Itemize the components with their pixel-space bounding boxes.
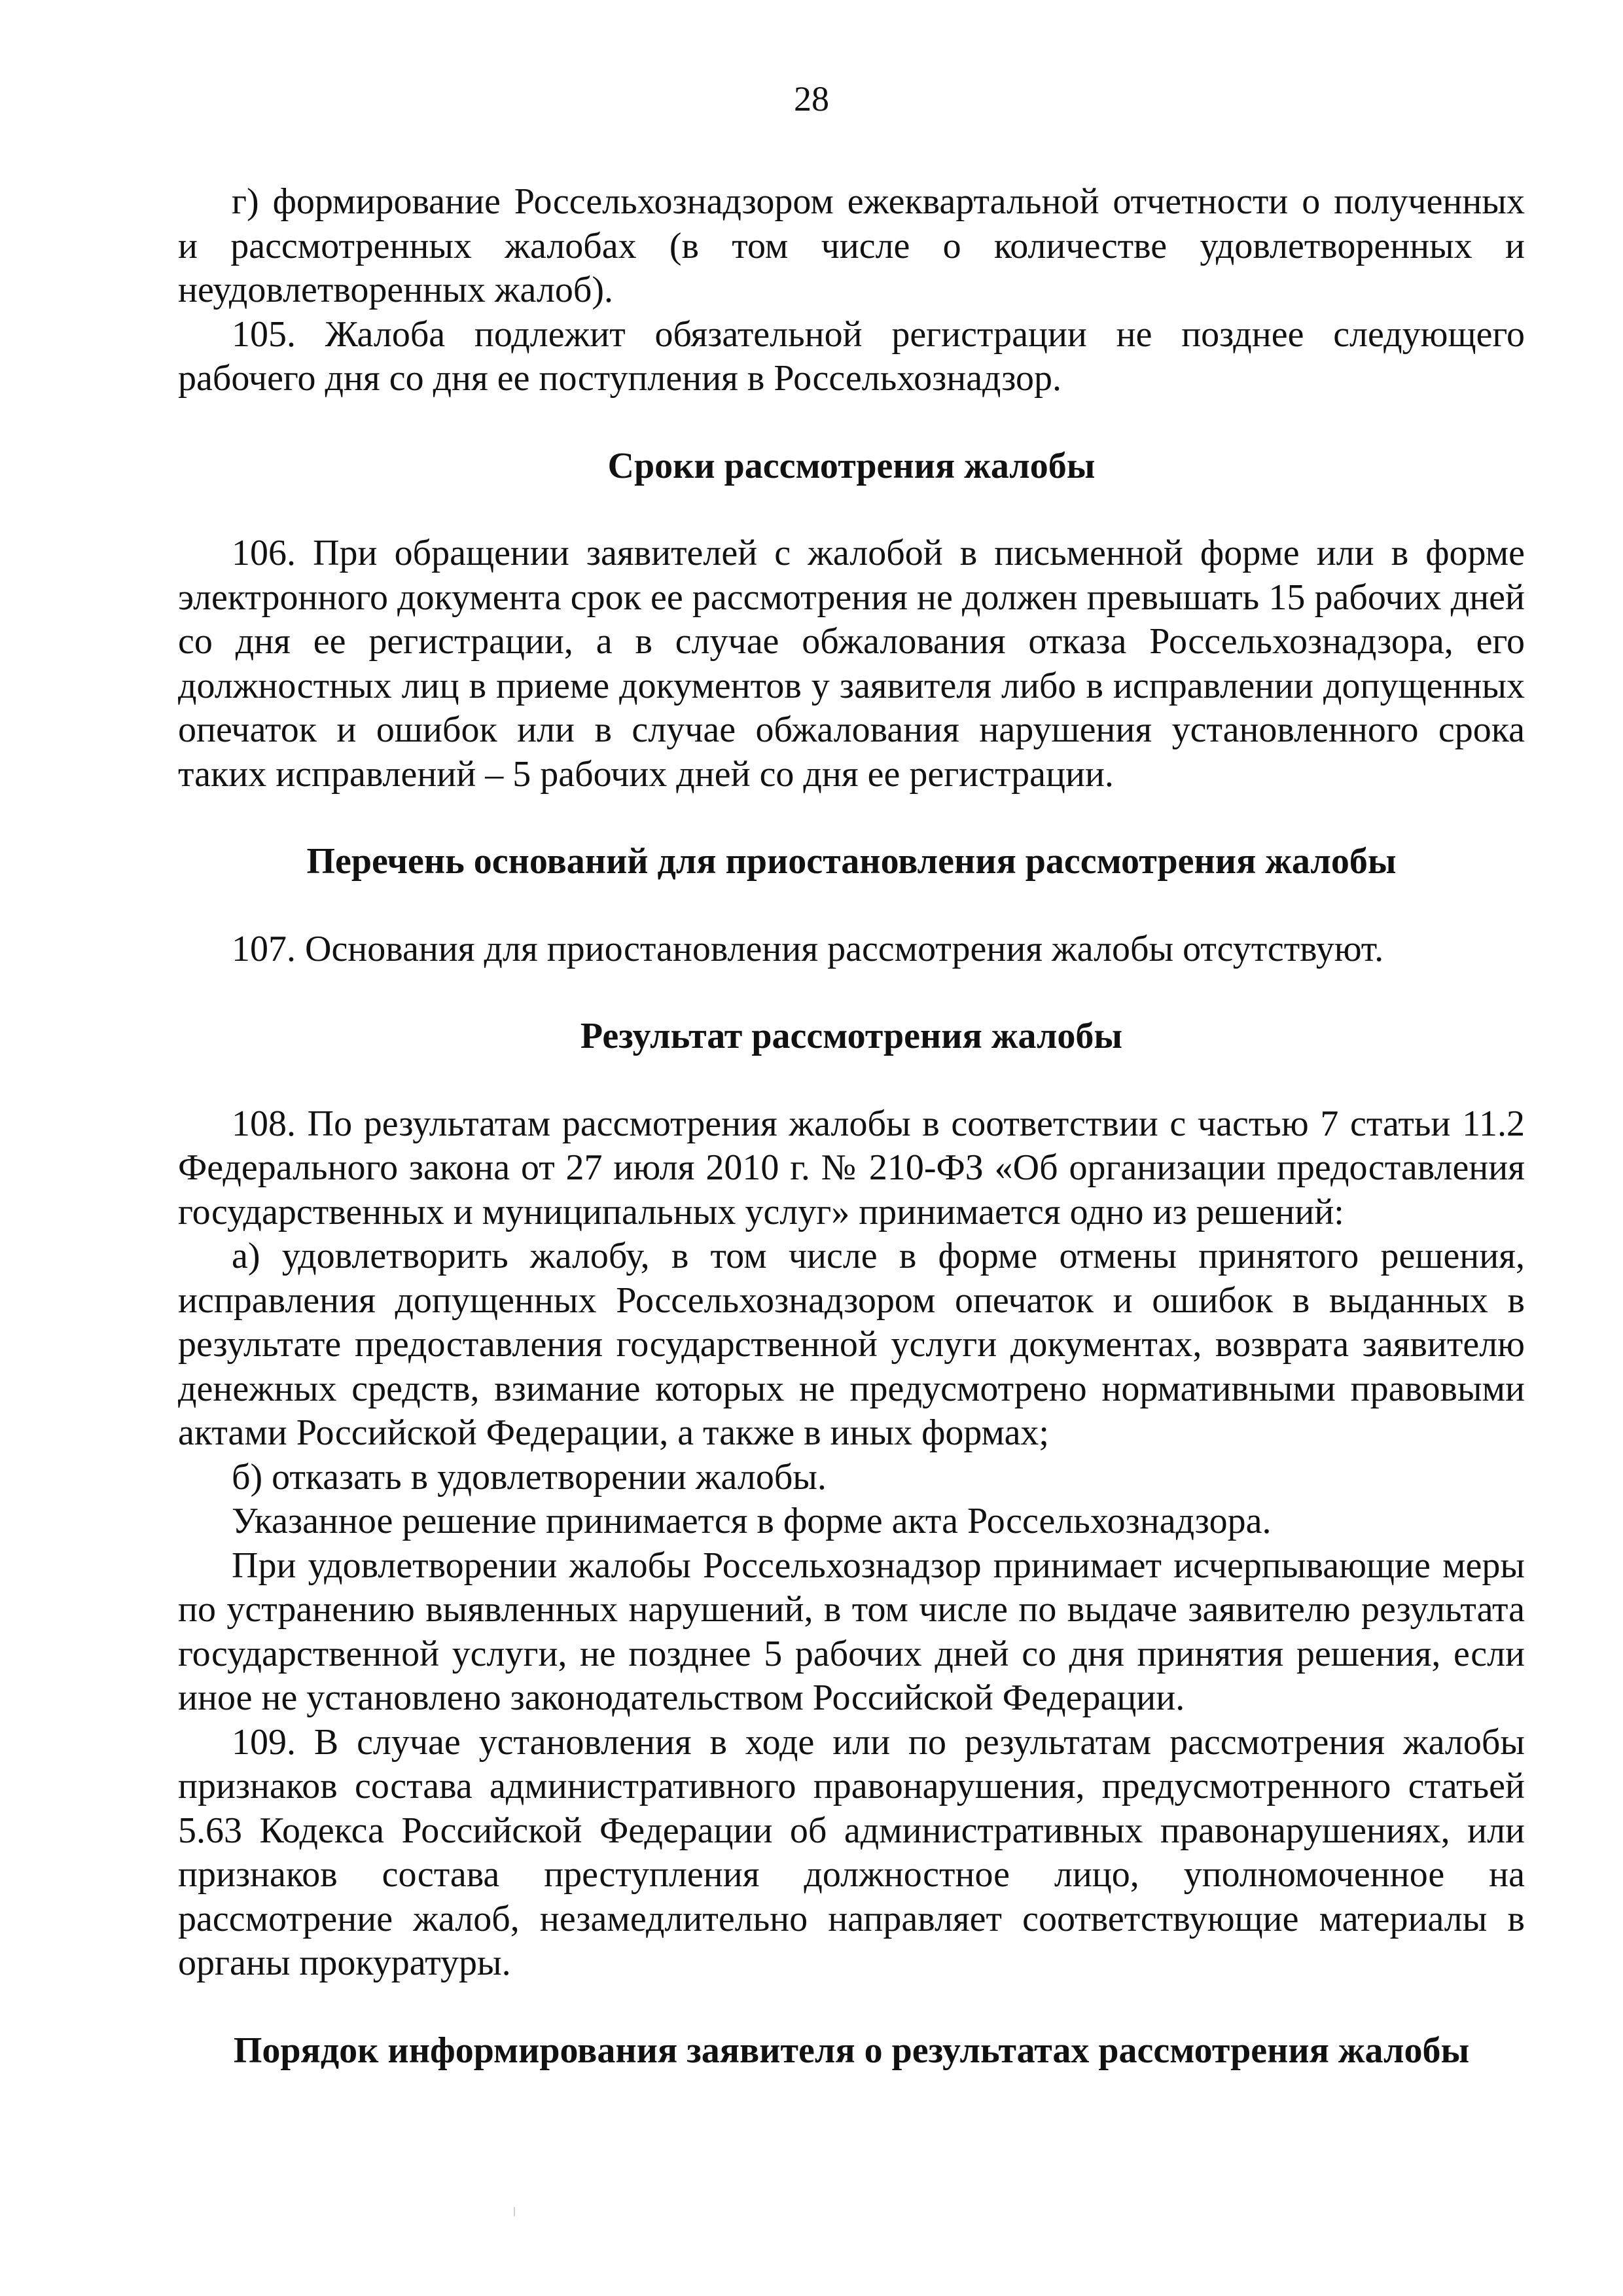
paragraph-108-satisfy: При удовлетворении жалобы Россельхознадзор принимает исчерпывающие меры по устранению выявленных нарушений, в том числе по выдаче заявителю результата государственной услуги, не позднее 5 рабочих дней со дня принятия решения, если иное не установлено законодательством Российской Федерации. [178,1545,1525,1718]
heading-sroki-rassmotreniya: Сроки рассмотрения жалобы [607,445,1096,486]
document-body [178,180,1525,2073]
paragraph-109: 109. В случае установления в ходе или по результатам рассмотрения жалобы признаков состава административного правонарушения, предусмотренного статьей 5.63 Кодекса Российской Федерации об административных правонарушениях, или признаков состава преступления должностное лицо, уполномоченное на рассмотрение жалоб, незамедлительно направляет соответствующие материалы в органы прокуратуры. [178,1721,1525,1983]
paragraph-105: 105. Жалоба подлежит обязательной регистрации не позднее следующего рабочего дня со дня ее поступления в Россельхознадзор. [178,314,1525,399]
paragraph-108: 108. По результатам рассмотрения жалобы в соответствии с частью 7 статьи 11.2 Федерального закона от 27 июля 2010 г. № 210-ФЗ «Об организации предоставления государственных и муниципальных услуг» принимается одно из решений: [178,1103,1525,1232]
paragraph-106: 106. При обращении заявителей с жалобой в письменной форме или в форме электронного документа срок ее рассмотрения не должен превышать 15 рабочих дней со дня ее регистрации, а в случае обжалования отказа Россельхознадзора, его должностных лиц в приеме документов у заявителя либо в исправлении допущенных опечаток и ошибок или в случае обжалования нарушения установленного срока таких исправлений – 5 рабочих дней со дня ее регистрации. [178,533,1525,795]
paragraph-108-act: Указанное решение принимается в форме акта Россельхознадзора. [232,1501,1272,1541]
heading-rezultat-rassmotreniya: Результат рассмотрения жалобы [580,1016,1123,1056]
paragraph-104-g: г) формирование Россельхознадзором ежеквартальной отчетности о полученных и рассмотренных жалобах (в том числе о количестве удовлетворенных и неудовлетворенных жалоб). [178,181,1525,310]
heading-perechen-osnovaniy: Перечень оснований для приостановления рассмотрения жалобы [306,841,1397,882]
page-number: 28 [794,79,829,118]
paragraph-108-b: б) отказать в удовлетворении жалобы. [232,1456,827,1498]
paragraph-108-a: а) удовлетворить жалобу, в том числе в форме отмены принятого решения, исправления допущенных Россельхознадзором опечаток и ошибок в выданных в результате предоставления государственной услуги документах, возврата заявителю денежных средств, взимание которых не предусмотрено нормативными правовыми актами Российской Федерации, а также в иных формах; [178,1236,1525,1453]
paragraph-107: 107. Основания для приостановления рассмотрения жалобы отсутствуют. [232,928,1384,969]
scan-artifact [514,2207,515,2216]
heading-poryadok-informirovaniya: Порядок информирования заявителя о результатах рассмотрения жалобы [233,2030,1470,2071]
